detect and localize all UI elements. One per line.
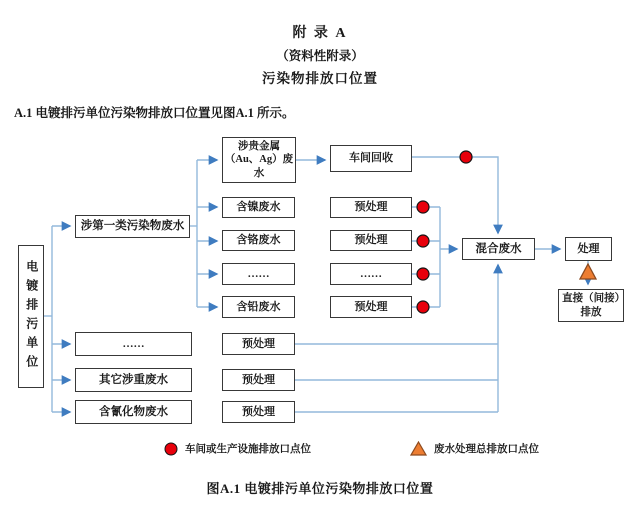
appendix-heading: 污染物排放口位置 [262,71,378,86]
node-pretreatment-lead: 预处理 [330,296,412,318]
legend-workshop-discharge [164,441,311,456]
discharge-point-dot-icon [417,268,429,280]
node-direct-indirect-discharge: 直接（间接）排放 [558,289,624,322]
node-precious-metal-wastewater: 涉贵金属（Au、Ag）废水 [222,137,296,183]
node-pretreatment-chromium: 预处理 [330,230,412,251]
intro-paragraph: A.1 电镀排污单位污染物排放口位置见图A.1 所示。 [14,106,295,120]
appendix-subtitle: （资料性附录） [276,49,364,63]
node-cyanide-wastewater: 含氰化物废水 [75,400,192,424]
figure-caption: 图A.1 电镀排污单位污染物排放口位置 [206,481,434,496]
node-ellipsis-wastewater: …… [222,263,295,285]
node-nickel-wastewater: 含镍废水 [222,197,295,218]
node-lead-wastewater: 含铅废水 [222,296,295,318]
node-mixed-wastewater: 混合废水 [462,238,535,260]
node-first-class-wastewater: 涉第一类污染物废水 [75,215,190,238]
node-pretreatment-branch1: 预处理 [222,333,295,355]
discharge-point-dot-icon [417,201,429,213]
appendix-title: 附 录 A [292,26,348,41]
node-source: 电镀排污单位 [18,245,44,388]
legend-triangle-icon [410,441,427,456]
node-pretreatment-branch2: 预处理 [222,369,295,391]
node-ellipsis-branch: …… [75,332,192,356]
legend-triangle-label: 废水处理总排放口点位 [434,444,539,455]
discharge-point-dot-icon [417,235,429,247]
node-ellipsis-pretreatment: …… [330,263,412,285]
legend-dot-label: 车间或生产设施排放口点位 [185,444,311,455]
workshop-discharge-point-dots [417,151,472,313]
total-outlet-triangle-icon [580,264,596,279]
node-chromium-wastewater: 含铬废水 [222,230,295,251]
node-other-heavy-wastewater: 其它涉重废水 [75,368,192,392]
node-treatment: 处理 [565,237,612,261]
node-pretreatment-nickel: 预处理 [330,197,412,218]
node-pretreatment-branch3: 预处理 [222,401,295,423]
node-workshop-recycle: 车间回收 [330,145,412,172]
legend-total-outlet [410,441,539,456]
discharge-point-dot-icon [460,151,472,163]
legend-dot-icon [164,442,178,456]
discharge-point-dot-icon [417,301,429,313]
